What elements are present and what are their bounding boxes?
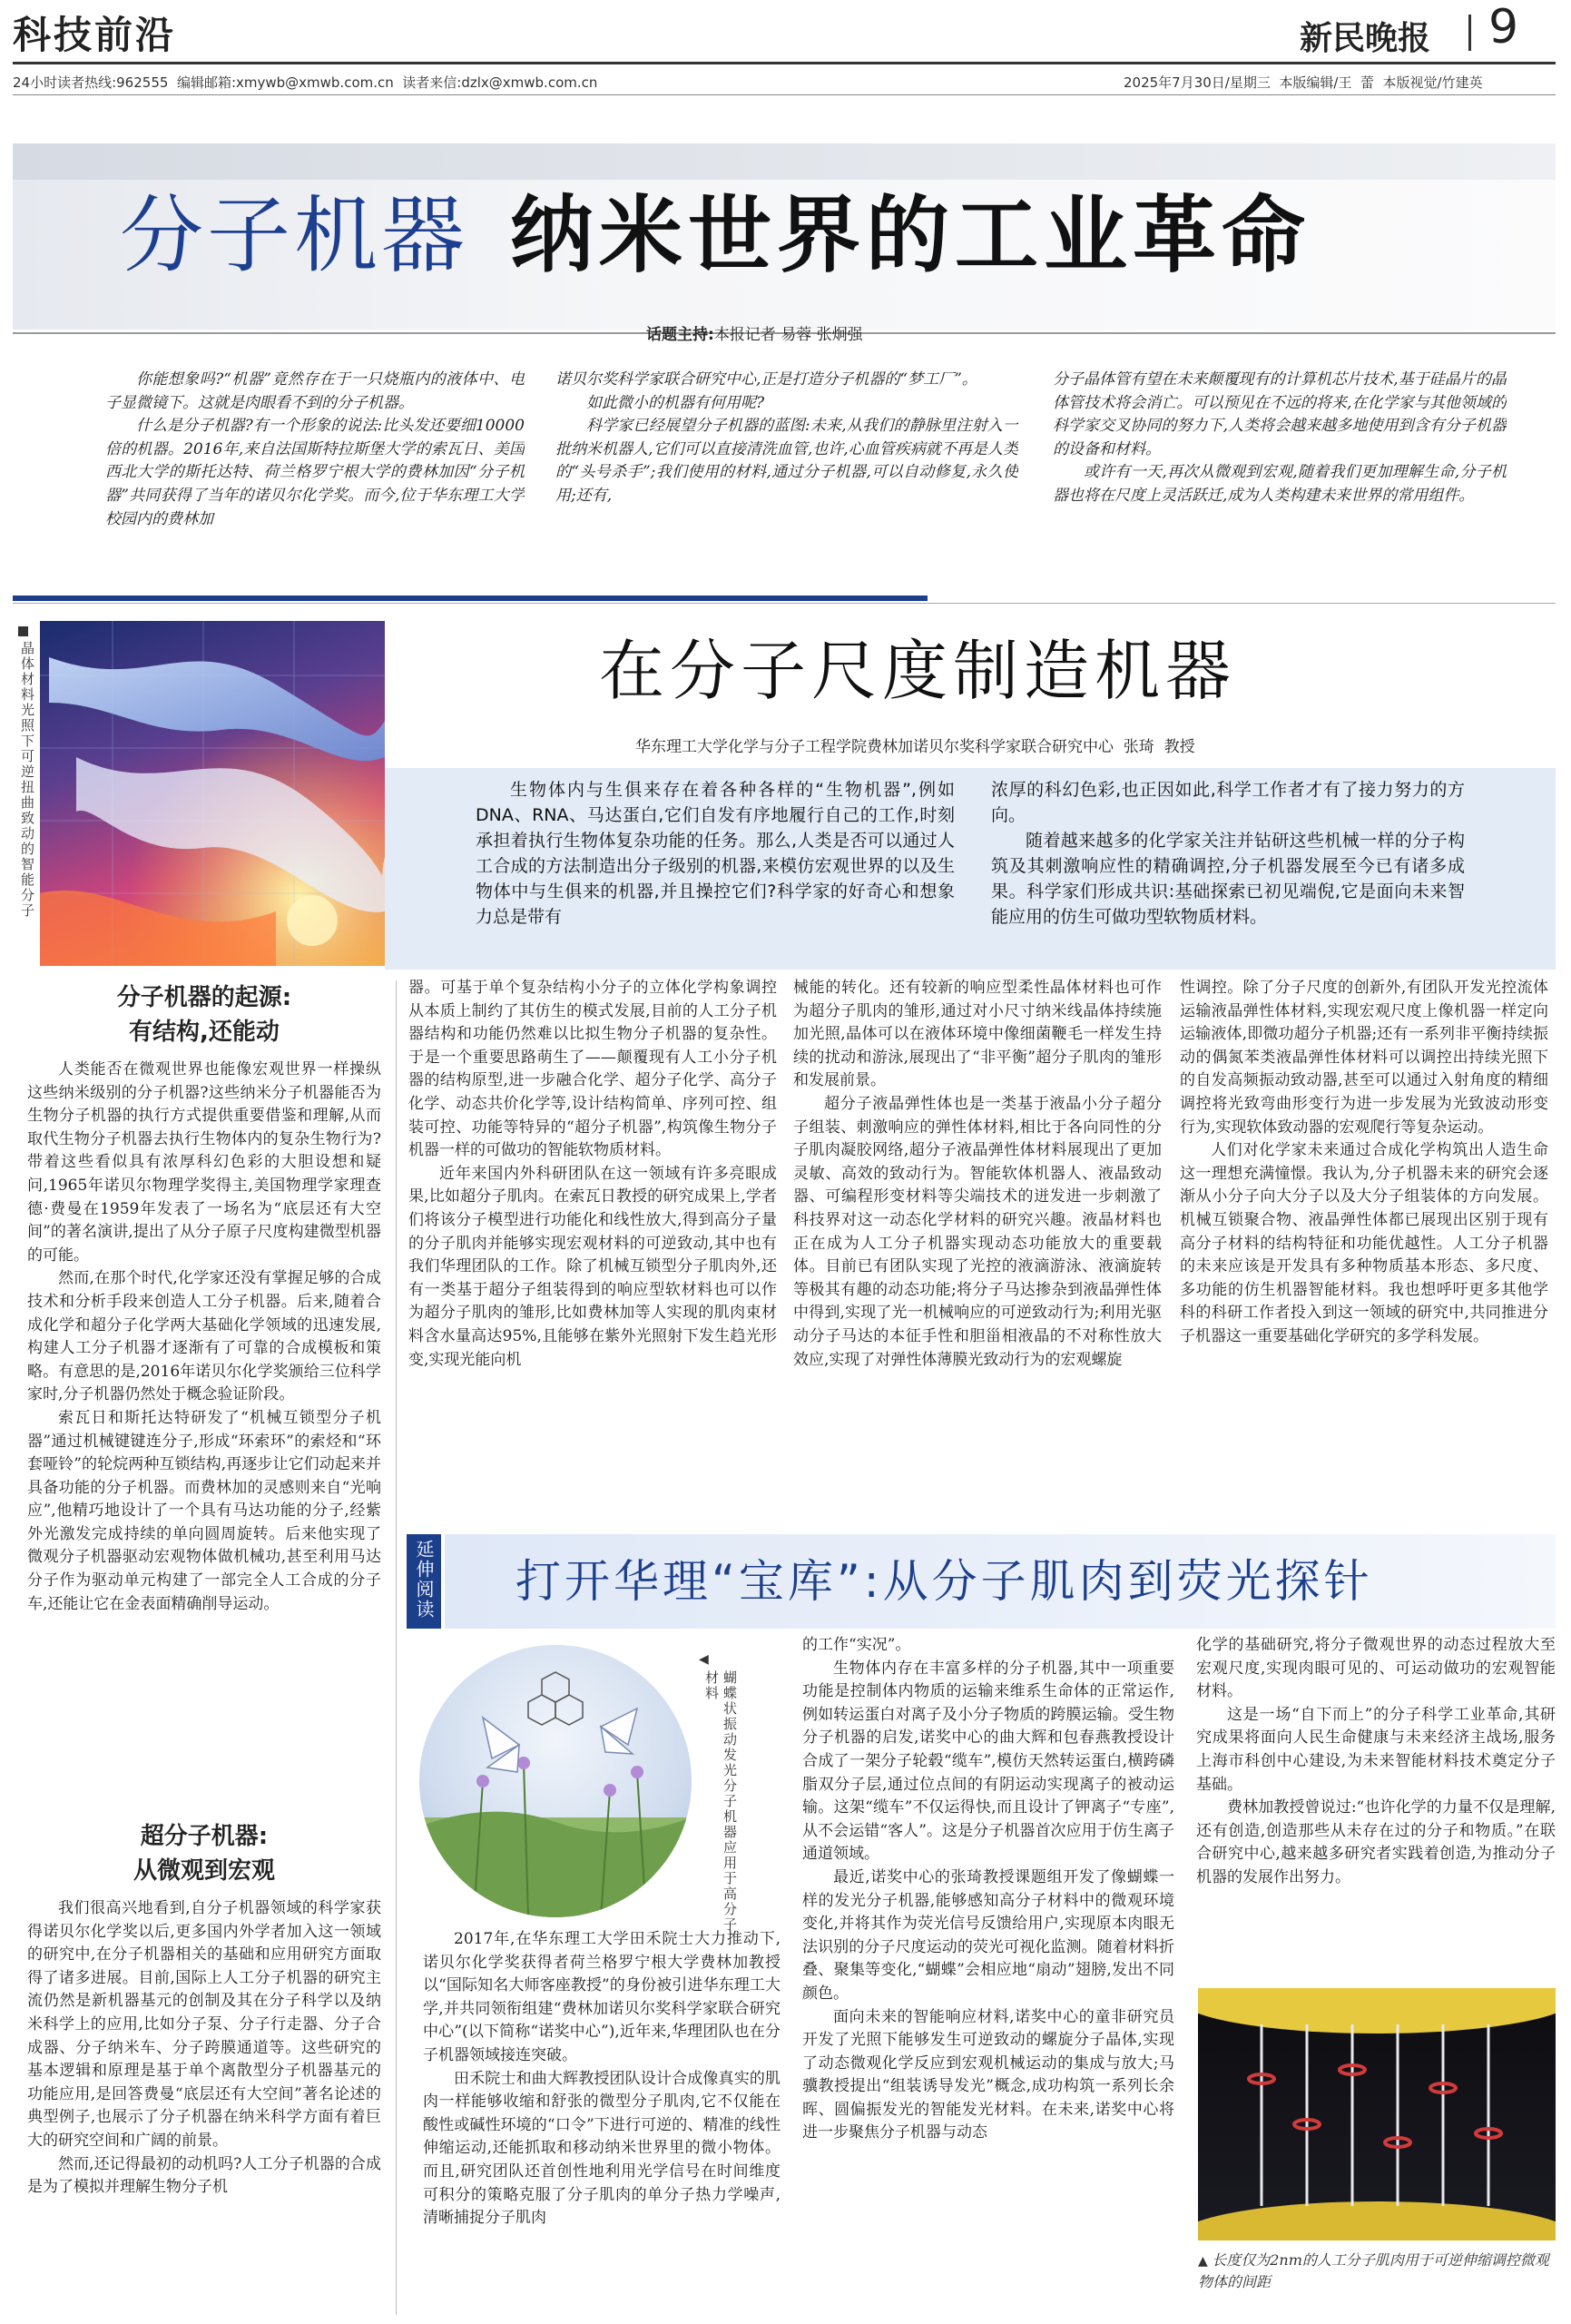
intro-col-3 (1053, 369, 1507, 559)
subhead-origin-line1: 分子机器的起源: (116, 984, 292, 1011)
host-text: 本报记者 易蓉 张炯强 (713, 326, 863, 344)
newspaper-name: 新民晚报 (1300, 19, 1431, 57)
header-rule-thin (13, 94, 1556, 95)
banner-top-band (13, 143, 1556, 180)
triangle-marker-icon: ▲ (1198, 2254, 1213, 2269)
crystal-helix-graphic (40, 621, 385, 966)
extension-tag: 延伸阅读 (413, 1540, 435, 1620)
body-paragraph: 我们很高兴地看到,自分子机器领域的科学家获得诺贝尔化学奖以后,更多国内外学者加入这一领域的研究中,在分子机器相关的基础和应用研究方面取得了诸多进展。目前,国际上人工分子机器的研究主流仍然是新机器基元的创制及其在分子科学以及纳米科学上的应用,比如分子泵、分子行走器、分子合成器、分子纳米车、分子跨膜通道等。这些研究的基本逻辑和原理是基于单个离散型分子机器基元的功能应用,是回答费曼“底层还有大空间”著名论述的典型例子,也展示了分子机器在纳米科学方面有着巨大的研究空间和广阔的前景。 (27, 1899, 381, 2150)
body-paragraph: 然而,在那个时代,化学家还没有掌握足够的合成技术和分析手段来创造人工分子机器。后来,随着合成化学和超分子化学两大基础化学领域的迅速发展,构建人工分子机器才逐渐有了可靠的合成模板和策略。有意思的是,2016年诺贝尔化学奖颁给三位科学家时,分子机器仍然处于概念验证阶段。 (27, 1269, 381, 1404)
molecular-muscle-image (1198, 1988, 1556, 2240)
butterfly-graphic (419, 1645, 692, 1917)
header-date-editors: 2025年7月30日/星期三 本版编辑/王 蕾 本版视觉/竹建英 (1124, 74, 1483, 91)
extension-col-a (423, 1928, 781, 2311)
article-col-4 (1180, 977, 1548, 1529)
body-paragraph: 超分子液晶弹性体也是一类基于液晶小分子超分子组装、刺激响应的弹性体材料,相比于各向同性的分子肌肉凝胶网络,超分子液晶弹性体材料展现出了更加灵敏、高效的致动行为。智能软体机器人、液晶致动器、可编程形变材料等尖端技术的迸发进一步刺激了科技界对这一动态化学材料的研究兴趣。液晶材料也正在成为人工分子机器实现动态功能放大的重要载体。目前已有团队实现了光控的液滴游泳、液滴旋转等极其有趣的动态功能;将分子马达掺杂到液晶弹性体中得到,实现了光一机械响应的可逆致动行为;利用光驱动分子马达的本征手性和胆甾相液晶的不对称性放大效应,实现了对弹性体薄膜光致动行为的宏观螺旋 (793, 1094, 1162, 1369)
extension-title: 打开华理“宝库”:从分子肌肉到荧光探针 (515, 1555, 1373, 1608)
intro-p: 分子晶体管有望在未来颠覆现有的计算机芯片技术,基于硅晶片的晶体管技术将会消亡。可以预见在不远的将来,在化学家与其他领域的科学家交叉协同的努力下,人类将会越来越多地使用到含有分子机器的设备和材料。 (1053, 370, 1507, 458)
host-label: 话题主持: (646, 326, 714, 344)
body-paragraph: 器。可基于单个复杂结构小分子的立体化学构象调控从本质上制约了其仿生的模式发展,目前的人工分子机器结构和功能仍然难以比拟生物分子机器的复杂性。于是一个重要思路萌生了——颠覆现有人工小分子机器的结构原型,进一步融合化学、超分子化学、高分子化学、动态共价化学等,设计结构简单、序列可控、组装可控、功能等特异的“超分子机器”,构筑像生物分子机器一样的可做功的智能软物质材料。 (408, 979, 777, 1160)
lead-col-left (476, 777, 955, 962)
body-paragraph: 然而,还记得最初的动机吗?人工分子机器的合成是为了模拟并理解生物分子机 (27, 2154, 381, 2197)
intro-col-2 (555, 369, 1018, 559)
ext-paragraph: 田禾院士和曲大辉教授团队设计合成像真实的肌肉一样能够收缩和舒张的微型分子肌肉,它不仅能在酸性或碱性环境的“口令”下进行可逆的、精准的线性伸缩运动,还能抓取和移动纳米世界里的微小物体。而且,研究团队还首创性地利用光学信号在时间维度可积分的策略克服了分子肌肉的单分子热力学噪声,清晰捕捉分子肌肉 (423, 2069, 781, 2228)
subhead-origin-line2: 有结构,还能动 (129, 1019, 280, 1046)
subhead-supra-line1: 超分子机器: (140, 1823, 269, 1850)
butterfly-molecule-image (419, 1645, 692, 1917)
lead-paragraph: 随着越来越多的化学家关注并钻研这些机械一样的分子构筑及其刺激响应性的精确调控,分子机器发展至今已有诸多成果。科学家们形成共识:基础探索已初见端倪,它是面向未来智能应用的仿生可做功型软物质材料。 (991, 831, 1465, 927)
ext-paragraph: 费林加教授曾说过:“也许化学的力量不仅是理解,还有创造,创造那些从未存在过的分子和物质。”在联合研究中心,越来越多研究者实践着创造,为推动分子机器的发展作出努力。 (1196, 1798, 1556, 1886)
muscle-caption (1198, 2250, 1556, 2293)
extension-col-c (1196, 1634, 1556, 1979)
body-paragraph: 人们对化学家未来通过合成化学构筑出人造生命这一理想充满憧憬。我认为,分子机器未来的研究会逐渐从小分子向大分子以及大分子组装体的方向发展。机械互锁聚合物、液晶弹性体都已展现出区别于现有高分子材料的结构特征和功能优越性。人工分子机器的未来应该是开发具有多种物质基本形态、多尺度、多功能的仿生机器智能材料。我也想呼吁更多其他学科的科研工作者投入到这一领域的研究中,共同推进分子机器这一重要基础化学研究的多学科发展。 (1180, 1141, 1548, 1345)
butterfly-caption: 蝴蝶状振动发光分子机器应用于高分子材料 (703, 1670, 738, 1933)
lead-col-right (991, 777, 1465, 962)
column-divider (396, 980, 397, 2315)
intro-divider-thin (13, 603, 1556, 604)
intro-p: 什么是分子机器?有一个形象的说法:比头发还要细10000倍的机器。2016年,来自法国斯特拉斯堡大学的索瓦日、美国西北大学的斯托达特、荷兰格罗宁根大学的费林加因“分子机器”共同获得了当年的诺贝尔化学奖。而今,位于华东理工大学校园内的费林加 (105, 417, 525, 528)
body-paragraph: 索瓦日和斯托达特研发了“机械互锁型分子机器”通过机械键键连分子,形成“环索环”的索烃和“环套哑铃”的轮烷两种互锁结构,再逐步让它们动起来并具备功能的分子机器。而费林加的灵感则来自“光响应”,他精巧地设计了一个具有马达功能的分子,经紫外光激发完成持续的单向圆周旋转。后来他实现了微观分子机器驱动宏观物体做机械功,甚至利用马达分子作为驱动单元构建了一部完全人工合成的分子车,还能让它在金表面精确削导运动。 (27, 1408, 381, 1613)
butterfly-caption-arrow: ◀ (699, 1652, 709, 1667)
article-col-1b (27, 1897, 381, 2311)
subhead-origin (27, 980, 381, 1049)
body-paragraph: 械能的转化。还有较新的响应型柔性晶体材料也可作为超分子肌肉的雏形,通过对小尺寸纳米线晶体持续施加光照,晶体可以在液体环境中像细菌鞭毛一样发生持续的扰动和游泳,展现出了“非平衡”超分子肌肉的雏形和发展前景。 (793, 979, 1162, 1090)
lead-paragraph: 浓厚的科幻色彩,也正因如此,科学工作者才有了接力努力的方向。 (991, 780, 1465, 825)
muscle-graphic (1198, 1988, 1556, 2240)
body-paragraph: 性调控。除了分子尺度的创新外,有团队开发光控流体运输液晶弹性体材料,实现宏观尺度上像机器一样定向运输液体,即微功超分子机器;还有一系列非平衡持续振动的偶氮苯类液晶弹性体材料可以调控出持续光照下的自发高频振动致动器,甚至可以通过入射角度的精细调控将光致弯曲形变行为进一步发展为光致波动形变行为,实现软体致动器的宏观爬行等复杂运动。 (1180, 979, 1548, 1137)
extension-col-b (802, 1634, 1174, 2311)
intro-p: 你能想象吗?“机器”竟然存在于一只烧瓶内的液体中、电子显微镜下。这就是肉眼看不到的分子机器。 (105, 370, 525, 412)
image-caption-vertical: 晶体材料光照下可逆扭曲致动的智能分子 (19, 641, 35, 919)
banner-title-right: 纳米世界的工业革命 (510, 187, 1311, 284)
intro-divider (13, 596, 928, 601)
intro-p: 诺贝尔奖科学家联合研究中心,正是打造分子机器的“梦工厂”。 (555, 370, 977, 389)
article-author: 华东理工大学化学与分子工程学院费林加诺贝尔奖科学家联合研究中心 张琦 教授 (635, 738, 1195, 756)
intro-p: 如此微小的机器有何用呢? (586, 393, 765, 412)
ext-paragraph: 面向未来的智能响应材料,诺奖中心的童非研究员开发了光照下能够发生可逆致动的螺旋分子晶体,实现了动态微观化学反应到宏观机械运动的集成与放大;马骥教授提出“组装诱导发光”概念,成功构筑一系列长余晖、圆偏振发光的智能发光材料。在未来,诺奖中心将进一步聚焦分子机器与动态 (802, 2007, 1174, 2142)
ext-paragraph: 这是一场“自下而上”的分子科学工业革命,其研究成果将面向人民生命健康与未来经济主战场,服务上海市科创中心建设,为未来智能材料技术奠定分子基础。 (1196, 1705, 1556, 1794)
header-contact-info: 24小时读者热线:962555 编辑邮箱:xmywb@xmwb.com.cn 读者来信:dzlx@xmwb.com.cn (13, 74, 598, 91)
article-col-1a (27, 1059, 381, 1805)
ext-paragraph: 生物体内存在丰富多样的分子机器,其中一项重要功能是控制体内物质的运输来维系生命体的正常运作,例如转运蛋白对离子及小分子物质的跨膜运输。受生物分子机器的启发,诺奖中心的曲大辉和包春燕教授设计合成了一架分子轮毂“缆车”,模仿天然转运蛋白,横跨磷脂双分子层,通过位点间的有阴运动实现离子的被动运输。这架“缆车”不仅运得快,而且设计了钾离子“专座”,从不会运错“客人”。这是分子机器首次应用于仿生离子通道领域。 (802, 1659, 1174, 1864)
article-col-2 (408, 977, 777, 1529)
lead-paragraph: 生物体内与生俱来存在着各种各样的“生物机器”,例如DNA、RNA、马达蛋白,它们自发有序地履行自己的工作,时刻承担着执行生物体复杂功能的任务。那么,人类是否可以通过人工合成的方法制造出分子级别的机器,来模仿宏观世界的以及生物体中与生俱来的机器,并且操控它们?科学家的好奇心和想象力总是带有 (476, 780, 955, 927)
body-paragraph: 人类能否在微观世界也能像宏观世界一样操纵这些纳米级别的分子机器?这些纳米分子机器能否为生物分子机器的执行方式提供重要借鉴和理解,从而取代生物分子机器去执行生物体内的复杂生物行为?带着这些看似具有浓厚科幻色彩的大胆设想和疑问,1965年诺贝尔物理学奖得主,美国物理学家理查德·费曼在1959年发表了一场名为“底层还有大空间”的著名演讲,提出了从分子原子尺度构建微型机器的可能。 (27, 1060, 381, 1265)
ext-paragraph: 化学的基础研究,将分子微观世界的动态过程放大至宏观尺度,实现肉眼可见的、可运动做功的宏观智能材料。 (1196, 1636, 1556, 1701)
crystal-material-image (40, 621, 385, 966)
intro-p: 科学家已经展望分子机器的蓝图:未来,从我们的静脉里注射入一批纳米机器人,它们可以直接清洗血管,也许,心血管疾病就不再是人类的“头号杀手”;我们使用的材料,通过分子机器,可以自动修复,永久使用;还有, (555, 417, 1018, 505)
header-rule (13, 62, 1556, 64)
intro-p: 或许有一天,再次从微观到宏观,随着我们更加理解生命,分子机器也将在尺度上灵活跃迁,成为人类构建未来世界的常用组件。 (1053, 463, 1507, 505)
muscle-caption-text: 长度仅为2nm的人工分子肌肉用于可逆伸缩调控微观物体的间距 (1198, 2251, 1549, 2290)
banner-title-left: 分子机器 (120, 187, 469, 284)
article-col-3 (793, 977, 1162, 1529)
ext-paragraph: 2017年,在华东理工大学田禾院士大力推动下,诺贝尔化学奖获得者荷兰格罗宁根大学费林加教授以“国际知名大师客座教授”的身份被引进华东理工大学,并共同领衔组建“费林加诺贝尔奖科学家联合研究中心”(以下简称“诺奖中心”),近年来,华理团队也在分子机器领域接连突破。 (423, 1930, 781, 2064)
image-caption-marker (18, 626, 28, 636)
subhead-supra-line2: 从微观到宏观 (133, 1857, 275, 1885)
banner-host (646, 321, 863, 344)
intro-col-1 (105, 369, 525, 559)
ext-paragraph: 的工作“实况”。 (802, 1636, 911, 1654)
page-number: 9 (1488, 0, 1519, 54)
body-paragraph: 近年来国内外科研团队在这一领域有许多亮眼成果,比如超分子肌肉。在索瓦日教授的研究成果上,学者们将该分子模型进行功能化和线性放大,得到高分子量的分子肌肉并能够实现宏观材料的可逆致动,其中也有我们华理团队的工作。除了机械互锁型分子肌肉外,还有一类基于超分子组装得到的响应型软材料也可以作为超分子肌肉的雏形,比如费林加等人实现的肌肉束材料含水量高达95%,且能够在紫外光照射下发生趋光形变,实现光能向机 (408, 1164, 777, 1369)
section-title: 科技前沿 (13, 13, 177, 57)
ext-paragraph: 最近,诺奖中心的张琦教授课题组开发了像蝴蝶一样的发光分子机器,能够感知高分子材料中的微观环境变化,并将其作为荧光信号反馈给用户,实现原本肉眼无法识别的分子尺度运动的荧光可视化监测。随着材料折叠、聚集等变化,“蝴蝶”会相应地“扇动”翅膀,发出不同颜色。 (802, 1867, 1174, 2003)
article-title: 在分子尺度制造机器 (599, 633, 1237, 709)
header-divider (1468, 15, 1471, 51)
subhead-supra (27, 1819, 381, 1888)
